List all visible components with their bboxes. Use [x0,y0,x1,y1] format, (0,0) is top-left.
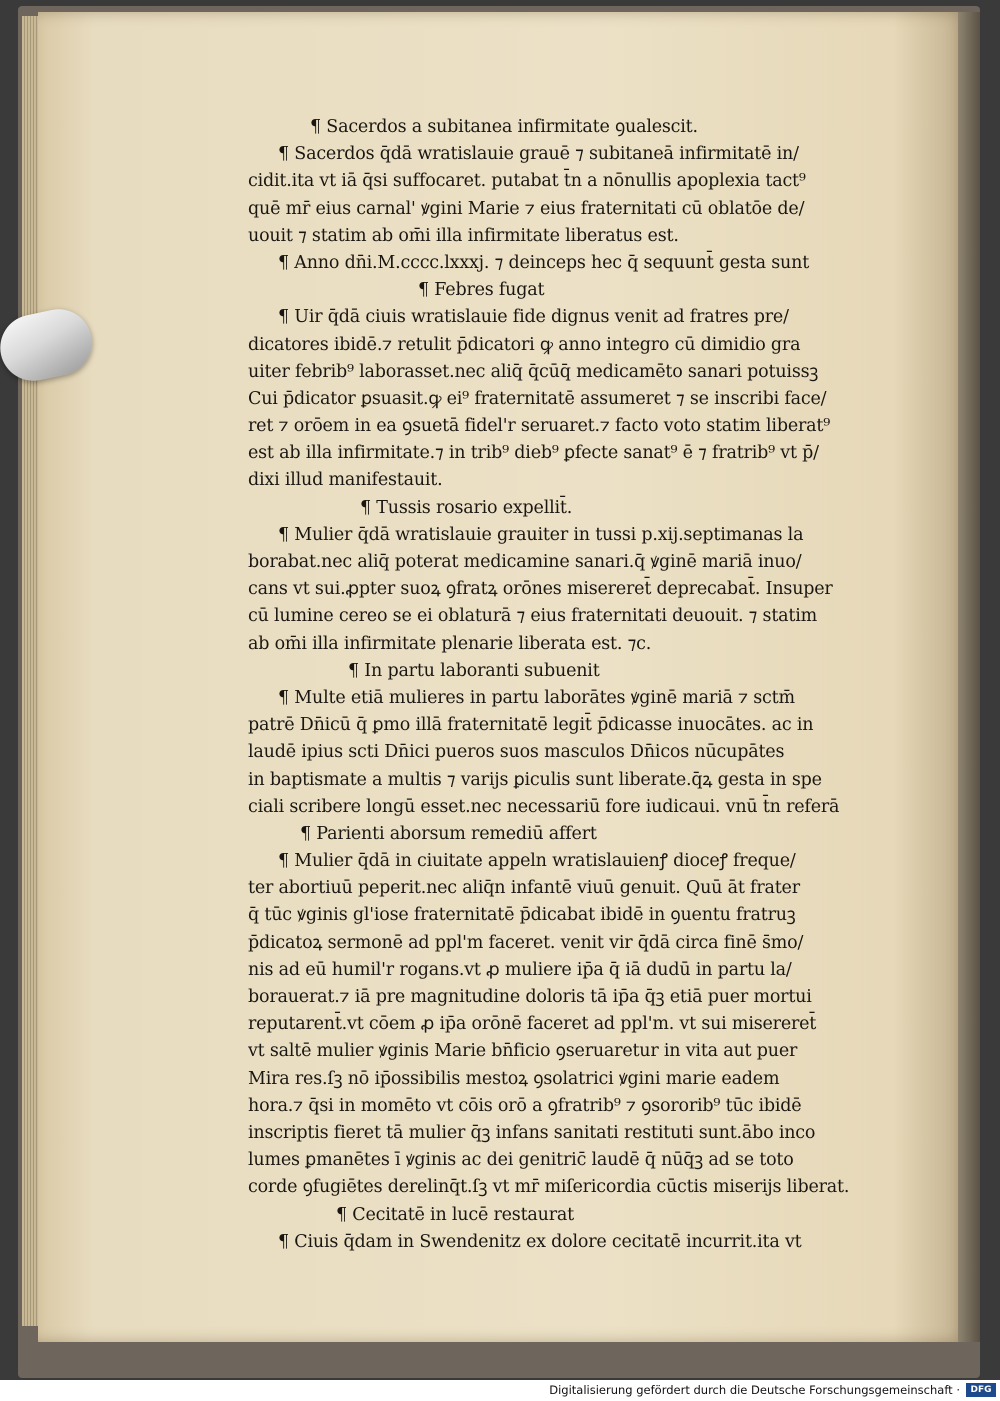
book-gutter [958,12,980,1342]
text-line: ret ⁊ orōem in ea ꝯsuetā fidel'r seruaret.⁊ facto voto statim liberat⁹ [248,416,831,437]
text-line: lumes ꝑmanētes ī ꝟginis ac dei genitric̄ laudē q̄ nūq̄ꝫ ad se toto [248,1150,794,1171]
text-line: inscriptis fieret tā mulier q̄ꝫ infans sanitati restituti sunt.ābo inco [248,1122,816,1143]
text-line: borauerat.⁊ iā pre magnitudine doloris tā ip̄a q̄ꝫ etiā puer mortui [248,987,812,1007]
text-line: ciali scribere longū esset.nec necessariū fore iudicaui. vnū t̄n referā [248,796,840,817]
text-line: ¶ Multe etiā mulieres in partu laborātes ꝟginē mariā ⁊ sctm̄ [278,687,795,708]
text-line: ¶ Mulier q̄dā wratislauie grauiter in tussi p.xij.septimanas la [278,524,804,545]
text-line: cidit.ita vt iā q̄si suffocaret. putabat t̄n a nōnullis apoplexia tact⁹ [248,171,806,192]
text-line: ter abortiuū peperit.nec aliq̄n infantē viuū genuit. Quū āt frater [248,878,800,899]
text-line: dixi illud manifestauit. [248,470,443,491]
text-line: ¶ Mulier q̄dā in ciuitate appeln wratislauienꝭ dioceꝭ freque/ [278,851,796,872]
text-line: in baptismate a multis ⁊ varijs ꝑiculis sunt liberate.q̄ꝝ gesta in spe [248,769,822,790]
text-line: vt saltē mulier ꝟginis Marie bn̄ficio ꝯseruaretur in vita aut puer [248,1041,798,1062]
text-line: borabat.nec aliq̄ poterat medicamine sanari.q̄ ꝟginē mariā inuo/ [248,552,802,572]
text-line: reputarent̄.vt cōem ꝓ ip̄a orōnē faceret ad ppl'm. vt sui misereret̄ [248,1014,817,1035]
text-line: laudē ipius scti Dn̄ici pueros suos masculos Dn̄icos nūcupātes [248,742,785,763]
text-line: cū lumine cereo se ei oblaturā ⁊ eius fraternitati deuouit. ⁊ statim [248,606,818,627]
text-line: dicatores ibidē.⁊ retulit p̄dicatori ꝙ anno integro cū dimidio gra [248,334,801,355]
text-line: ¶ Uir q̄dā ciuis wratislauie fide dignus venit ad fratres pre/ [278,307,789,328]
text-line: est ab illa infirmitate.⁊ in trib⁹ dieb⁹ ꝑfecte sanat⁹ ē ⁊ fratrib⁹ vt p̄/ [248,443,819,464]
text-line: ¶ Ciuis q̄dam in Swendenitz ex dolore cecitatē incurrit.ita vt [278,1231,802,1252]
text-line: patrē Dn̄icū q̄ ꝑmo illā fraternitatē legit̄ p̄dicasse inuocātes. ac in [248,715,814,736]
text-line: ¶ Sacerdos q̄dā wratislauie grauē ⁊ subitaneā infirmitatē in/ [278,144,799,165]
text-line: Mira res.ſꝫ nō ip̄ossibilis mestoꝝ ꝯsolatrici ꝟgini marie eadem [248,1068,780,1089]
text-line: uouit ⁊ statim ab om̄i illa infirmitate liberatus est. [248,225,679,246]
text-line: p̄dicatoꝝ sermonē ad ppl'm faceret. venit vir q̄dā circa finē s̄mo/ [248,932,804,953]
text-line: ¶ Anno dn̄i.M.cccc.lxxxj. ⁊ deinceps hec q̄ sequunt̄ gesta sunt [278,252,810,273]
text-line: nis ad eū humil'r rogans.vt ꝓ muliere ip̄a q̄ iā dudū in partu la/ [248,959,792,980]
text-line: quē mr̄ eius carnal' ꝟgini Marie ⁊ eius fraternitati cū oblatōe de/ [248,198,805,219]
text-line: uiter febrib⁹ laborasset.nec aliq̄ q̄cūq̄ medicamēto sanari potuissꝫ [248,361,819,382]
text-line: q̄ tūc ꝟginis gl'iose fraternitatē p̄dicabat ibidē in ꝯuentu fratruꝫ [248,905,796,926]
text-line: corde ꝯfugiētes derelinq̄t.ſꝫ vt mr̄ miſericordia cūctis miserijs liberat. [248,1177,850,1198]
funding-notice: Digitalisierung gefördert durch die Deutsche Forschungsgemeinschaft · [549,1383,960,1397]
text-line: ab om̄i illa infirmitate plenarie liberata est. ⁊c. [248,633,652,654]
text-line: ¶ Parienti aborsum remediū affert [300,823,597,844]
text-line: ¶ Tussis rosario expellit̄. [360,497,573,518]
text-line: hora.⁊ q̄si in momēto vt cōis orō a ꝯfratrib⁹ ⁊ ꝯsororib⁹ tūc ibidē [248,1095,802,1116]
text-line: ¶ Febres fugat [418,280,545,301]
page-text [248,114,868,1256]
text-line: cans vt sui.ꝓpter suoꝝ ꝯfratꝝ orōnes misereret̄ deprecabat̄. Insuper [248,579,833,600]
text-line: ¶ Sacerdos a subitanea infirmitate ꝯualescit. [310,117,698,137]
text-line: Cui p̄dicator ꝑsuasit.ꝙ ei⁹ fraternitatē assumeret ⁊ se inscribi face/ [248,388,827,409]
footer-bar [0,1380,1000,1401]
text-line: ¶ Cecitatē in lucē restaurat [336,1204,574,1225]
text-line: ¶ In partu laboranti subuenit [348,660,600,681]
dfg-logo: DFG [966,1383,996,1397]
